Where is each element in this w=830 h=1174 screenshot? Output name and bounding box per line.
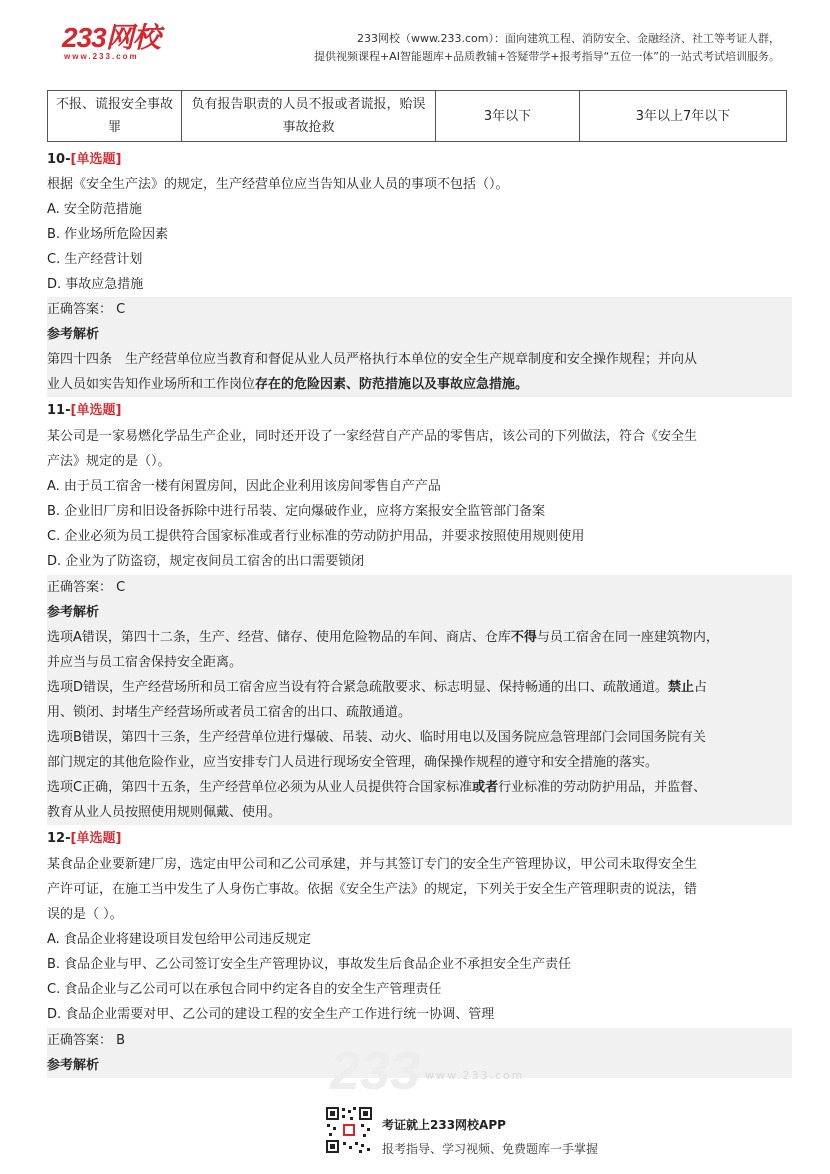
option-a: A. 食品企业将建设项目发包给甲公司违反规定 — [47, 932, 311, 947]
analysis-segment: 选项A错误，第四十二条，生产、经营、储存、使用危险物品的车间、商店、仓库 — [47, 630, 511, 645]
option-c: C. 食品企业与乙公司可以在承包合同中约定各自的安全生产管理责任 — [47, 982, 442, 997]
analysis-title: 参考解析 — [47, 1053, 792, 1078]
table-cell: 3年以下 — [436, 91, 580, 142]
question-type-tag: [单选题] — [70, 831, 122, 846]
question-12-stem: 误的是（ ）。 — [47, 907, 123, 922]
option-b: B. 食品企业与甲、乙公司签订安全生产管理协议，事故发生后食品企业不承担安全生产责任 — [47, 957, 572, 972]
logo-text: 233网校 — [62, 22, 160, 53]
footer-watermark-url: www.233.com — [425, 1069, 525, 1082]
question-11-stem: 产法》规定的是（）。 — [47, 454, 171, 469]
question-12-title — [47, 826, 792, 851]
table-cell: 负有报告职责的人员不报或者谎报，贻误事故抢救 — [182, 91, 436, 142]
analysis-text — [47, 372, 792, 397]
question-type-tag: [单选题] — [70, 403, 122, 418]
header-line-2: 提供视频课程+AI智能题库+品质教辅+答疑带学+报考指导“五位一体”的一站式考试培训服务。 — [313, 50, 780, 63]
option-d: D. 企业为了防盗窃，规定夜间员工宿舍的出口需要锁闭 — [47, 554, 365, 569]
penalty-table — [47, 90, 787, 142]
analysis-emphasis: 不得 — [510, 630, 537, 645]
analysis-text: 选项B错误，第四十三条，生产经营单位进行爆破、吊装、动火、临时用电以及国务院应急管理部门会同国务院有关 — [47, 725, 792, 750]
analysis-text: 并应当与员工宿舍保持安全距离。 — [47, 650, 792, 675]
answer-line: 正确答案： C — [47, 297, 792, 322]
answer-line: 正确答案： B — [47, 1028, 792, 1053]
question-12-stem: 某食品企业要新建厂房，选定由甲公司和乙公司承建，并与其签订专门的安全生产管理协议，甲公司未取得安全生 — [47, 857, 698, 872]
analysis-segment: 业人员如实告知作业场所和工作岗位 — [47, 377, 256, 392]
option-b: B. 作业场所危险因素 — [47, 227, 169, 242]
option-c: C. 企业必须为员工提供符合国家标准或者行业标准的劳动防护用品，并要求按照使用规则使用 — [47, 529, 585, 544]
table-cell: 3年以上7年以下 — [580, 91, 787, 142]
brand-logo — [62, 24, 160, 61]
footer-line-2: 报考指导、学习视频、免费题库一手掌握 — [382, 1142, 599, 1156]
footer-watermark: 233 — [330, 1041, 421, 1101]
analysis-segment: 选项C正确，第四十五条，生产经营单位必须为从业人员提供符合国家标准 — [47, 780, 473, 795]
page-header — [0, 0, 830, 80]
answer-line: 正确答案： C — [47, 575, 792, 600]
analysis-segment: 选项D错误，生产经营场所和员工宿舍应当设有符合紧急疏散要求、标志明显、保持畅通的出口、疏散通道。 — [47, 680, 669, 695]
question-number: 11- — [47, 403, 71, 418]
question-number: 10- — [47, 152, 71, 167]
analysis-text: 用、锁闭、封堵生产经营场所或者员工宿舍的出口、疏散通道。 — [47, 700, 792, 725]
analysis-emphasis: 禁止 — [668, 680, 695, 695]
option-d: D. 事故应急措施 — [47, 277, 144, 292]
table-row — [48, 91, 787, 142]
question-11-stem: 某公司是一家易燃化学品生产企业，同时还开设了一家经营自产产品的零售店，该公司的下列做法，符合《安全生 — [47, 429, 698, 444]
analysis-segment: 与员工宿舍在同一座建筑物内， — [536, 630, 719, 645]
question-number: 12- — [47, 831, 71, 846]
question-type-tag: [单选题] — [70, 152, 122, 167]
analysis-text — [47, 675, 792, 700]
table-cell: 不报、谎报安全事故罪 — [48, 91, 182, 142]
option-d: D. 食品企业需要对甲、乙公司的建设工程的安全生产工作进行统一协调、管理 — [47, 1007, 495, 1022]
header-description — [314, 30, 780, 66]
analysis-title: 参考解析 — [47, 600, 792, 625]
question-12-stem: 产许可证，在施工当中发生了人身伤亡事故。依据《安全生产法》的规定，下列关于安全生产管理职责的说法，错 — [47, 882, 698, 897]
question-11-title — [47, 398, 792, 423]
qr-code-icon — [325, 1106, 373, 1154]
analysis-text: 教育从业人员按照使用规则佩戴、使用。 — [47, 800, 792, 825]
question-10-stem: 根据《安全生产法》的规定，生产经营单位应当告知从业人员的事项不包括（）。 — [47, 177, 509, 192]
analysis-title: 参考解析 — [47, 322, 792, 347]
analysis-segment: 占 — [694, 680, 708, 695]
analysis-emphasis: 或者 — [472, 780, 499, 795]
option-a: A. 由于员工宿舍一楼有闲置房间，因此企业利用该房间零售自产产品 — [47, 479, 441, 494]
analysis-text: 部门规定的其他危险作业，应当安排专门人员进行现场安全管理，确保操作规程的遵守和安全措施的落实。 — [47, 750, 792, 775]
option-a: A. 安全防范措施 — [47, 202, 142, 217]
footer-line-1: 考证就上233网校APP — [382, 1118, 506, 1132]
analysis-emphasis: 存在的危险因素、防范措施以及事故应急措施。 — [255, 377, 529, 392]
option-c: C. 生产经营计划 — [47, 252, 143, 267]
option-b: B. 企业旧厂房和旧设备拆除中进行吊装、定向爆破作业，应将方案报安全监管部门备案 — [47, 504, 546, 519]
logo-url: www.233.com — [64, 52, 139, 61]
header-line-1: 233网校（www.233.com）：面向建筑工程、消防安全、金融经济、社工等考证人群， — [357, 32, 780, 45]
analysis-text — [47, 625, 792, 650]
question-10-title — [47, 147, 792, 172]
analysis-text — [47, 775, 792, 800]
analysis-text: 第四十四条 生产经营单位应当教育和督促从业人员严格执行本单位的安全生产规章制度和安全操作规程；并向从 — [47, 347, 792, 372]
analysis-segment: 行业标准的劳动防护用品，并监督、 — [498, 780, 707, 795]
